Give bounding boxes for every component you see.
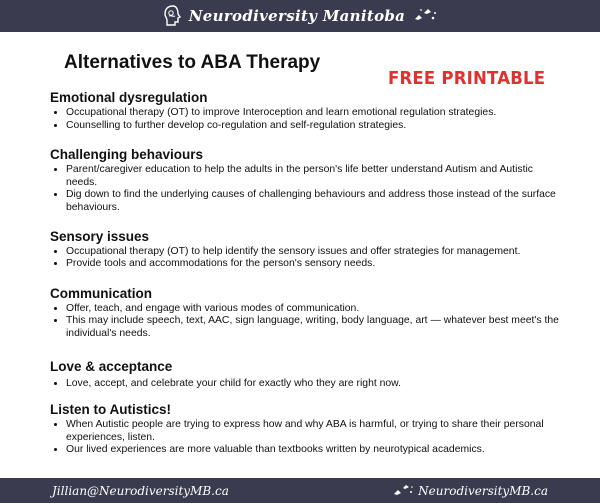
content bbox=[50, 89, 560, 457]
section-sensory-issues bbox=[50, 228, 560, 271]
section-heading: Listen to Autistics! bbox=[50, 402, 172, 418]
page-title: Alternatives to ABA Therapy bbox=[64, 52, 321, 73]
bullet-list bbox=[50, 164, 560, 214]
bullet-list bbox=[50, 107, 560, 132]
section-heading: Love & acceptance bbox=[50, 358, 173, 374]
list-item: • Our lived experiences are more valuable than textbooks written by neurotypical academics. bbox=[66, 444, 560, 457]
brand-logo bbox=[163, 5, 437, 27]
section-challenging-behaviours bbox=[50, 146, 560, 214]
footer-site: NeurodiversityMB.ca bbox=[418, 483, 548, 498]
list-item: • This may include speech, text, AAC, sign language, writing, body language, art — whatever best meet's the individual's needs. bbox=[66, 315, 560, 340]
list-item: • Offer, teach, and engage with various modes of communication. bbox=[66, 303, 560, 316]
section-heading: Communication bbox=[50, 285, 153, 301]
bullet-list bbox=[50, 419, 560, 457]
butterflies-icon bbox=[411, 7, 437, 25]
list-item: • Love, accept, and celebrate your child for exactly who they are right now. bbox=[66, 378, 560, 391]
list-item: • Dig down to find the underlying causes of challenging behaviours and address those instead of the surface behaviours. bbox=[66, 189, 560, 214]
section-heading: Challenging behaviours bbox=[50, 147, 204, 163]
section-love-acceptance bbox=[50, 358, 560, 391]
bullet-list bbox=[50, 303, 560, 341]
section-heading: Emotional dysregulation bbox=[50, 90, 208, 105]
butterflies-icon bbox=[392, 484, 414, 498]
section-communication bbox=[50, 285, 560, 341]
contact-email: Jillian@NeurodiversityMB.ca bbox=[52, 483, 229, 498]
section-emotional-dysregulation bbox=[50, 89, 560, 132]
footer-brand-group bbox=[392, 484, 548, 498]
list-item: • Provide tools and accommodations for the person's sensory needs. bbox=[66, 258, 560, 271]
list-item: • Occupational therapy (OT) to improve Interoception and learn emotional regulation strategies. bbox=[66, 107, 560, 120]
bottom-banner bbox=[0, 478, 600, 503]
list-item: • When Autistic people are trying to express how and why ABA is harmful, or trying to share their personal experiences, listen. bbox=[66, 419, 560, 444]
list-item: • Occupational therapy (OT) to help identify the sensory issues and offer strategies for management. bbox=[66, 246, 560, 259]
top-banner bbox=[0, 0, 600, 32]
bullet-list bbox=[50, 378, 560, 391]
list-item: • Counselling to further develop co-regulation and self-regulation strategies. bbox=[66, 120, 560, 133]
free-printable-badge: FREE PRINTABLE bbox=[388, 68, 546, 89]
head-profile-icon bbox=[163, 5, 183, 27]
section-heading: Sensory issues bbox=[50, 228, 150, 244]
list-item: • Parent/caregiver education to help the adults in the person's life better understand Autism and Autistic needs. bbox=[66, 164, 560, 189]
brand-name: Neurodiversity Manitoba bbox=[188, 7, 406, 25]
bullet-list bbox=[50, 246, 560, 271]
section-listen-to-autistics bbox=[50, 401, 560, 457]
